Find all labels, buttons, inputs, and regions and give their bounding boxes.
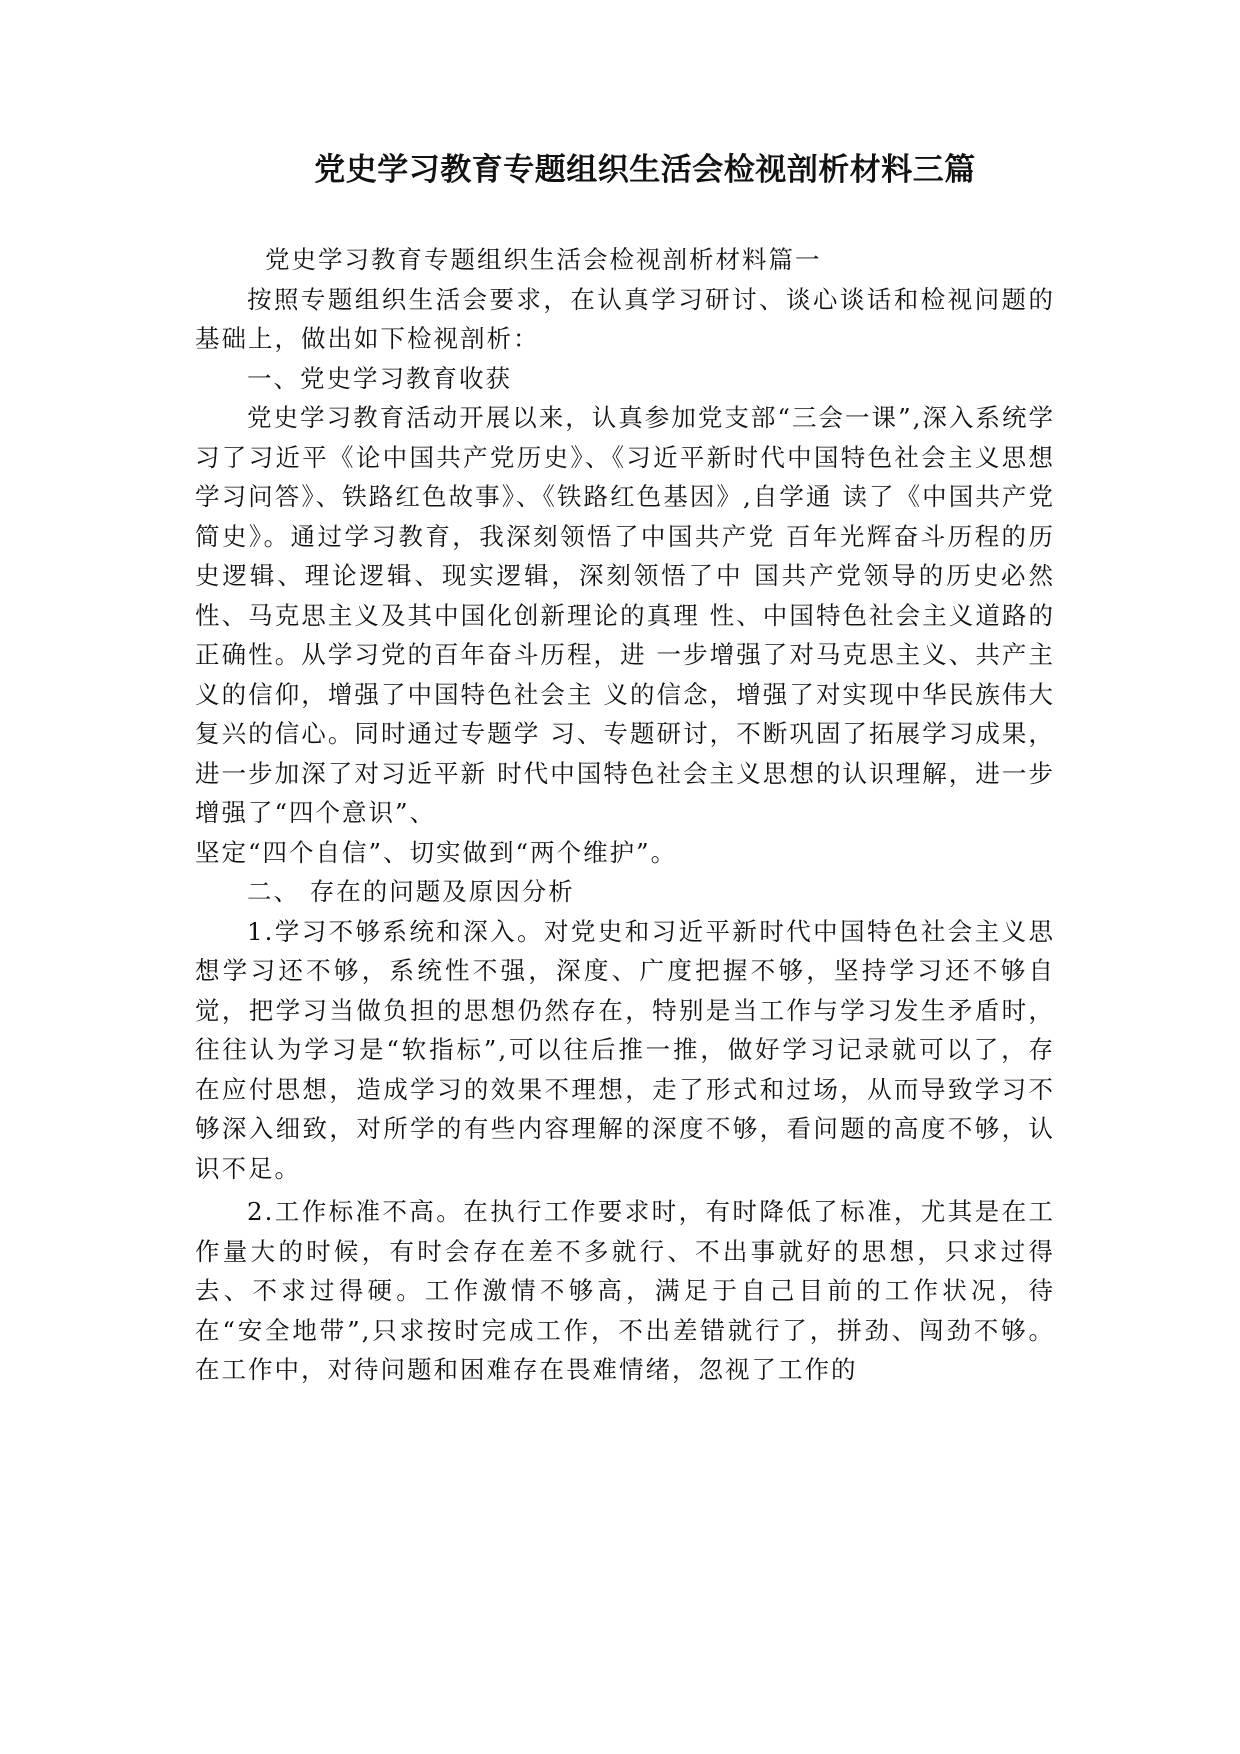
problem-paragraph-2: 2.工作标准不高。在执行工作要求时，有时降低了标准，尤其是在工作量大的时候，有时会存在差不多就行、不出事就好的思想，只求过得去、不求过得硬。工作激情不够高，满足于自己目前的工作状况，待在“安全地带”,只求按时完成工作，不出差错就行了，拼劲、闯劲不够。在工作中，对待问题和困难存在畏难情绪，忽视了工作的 — [195, 1197, 1055, 1384]
document-title: 党史学习教育专题组织生活会检视剖析材料三篇 — [314, 152, 976, 188]
document-body — [195, 240, 1055, 1390]
intro-paragraph: 按照专题组织生活会要求，在认真学习研讨、谈心谈话和检视问题的基础上，做出如下检视剖析： — [195, 284, 1055, 353]
problem-paragraph-1: 1.学习不够系统和深入。对党史和习近平新时代中国特色社会主义思想学习还不够，系统性不强，深度、广度把握不够，坚持学习还不够自觉，把学习当做负担的思想仍然存在，特别是当工作与学习发生矛盾时，往往认为学习是“软指标”,可以往后推一推，做好学习记录就可以了，存在应付思想，造成学习的效果不理想，走了形式和过场，从而导致学习不够深入细致，对所学的有些内容理解的深度不够，看问题的高度不够，认识不足。 — [195, 916, 1055, 1183]
gains-paragraph: 党史学习教育活动开展以来，认真参加党支部“三会一课”,深入系统学习了习近平《论中国共产党历史》、《习近平新时代中国特色社会主义思想学习问答》、铁路红色故事》、《铁路红色基因》,自学通 读了《中国共产党简史》。通过学习教育，我深刻领悟了中国共产党 百年光辉奋斗历程的历史逻辑、理论逻辑、现实逻辑，深刻领悟了中 国共产党领导的历史必然性、马克思主义及其中国化创新理论的真理 性、中国特色社会主义道路的正确性。从学习党的百年奋斗历程，进 一步增强了对马克思主义、共产主义的信仰，增强了中国特色社会主 义的信念，增强了对实现中华民族伟大复兴的信心。同时通过专题学 习、专题研讨，不断巩固了拓展学习成果，进一步加深了对习近平新 时代中国特色社会主义思想的认识理解，进一步增强了“四个意识”、 坚定“四个自信”、切实做到“两个维护”。 — [195, 403, 1055, 867]
document-page — [195, 0, 1055, 1754]
section-heading-gains: 一、党史学习教育收获 — [247, 363, 512, 393]
subtitle-paragraph: 党史学习教育专题组织生活会检视剖析材料篇一 — [265, 245, 822, 274]
section-heading-problems: 二、 存在的问题及原因分析 — [247, 877, 575, 906]
